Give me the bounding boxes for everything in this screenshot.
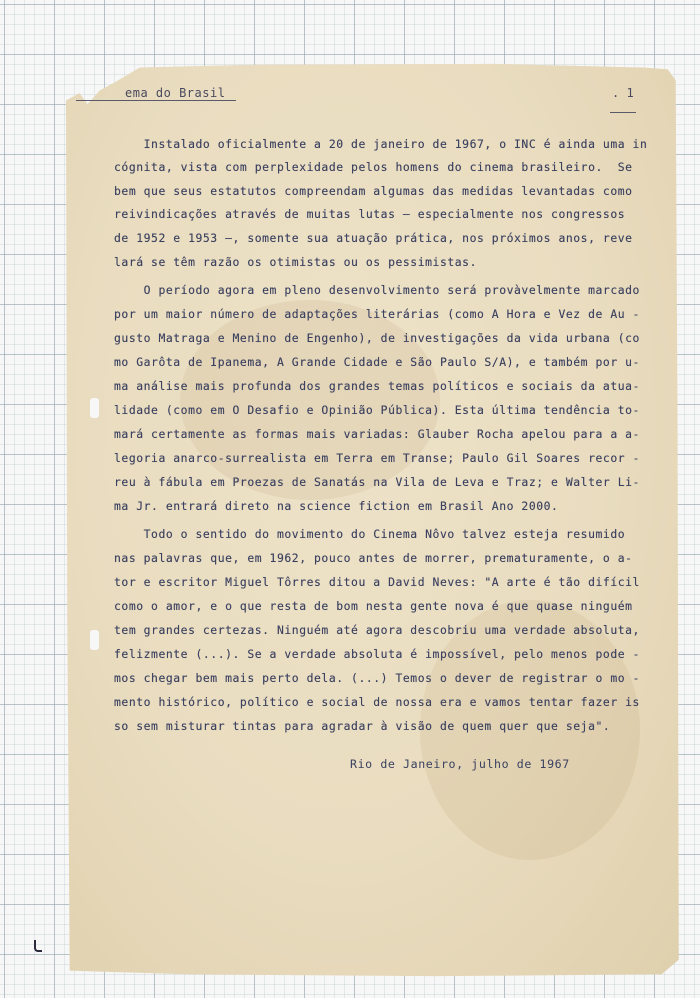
body-line: lará se têm razão os otimistas ou os pessimistas.	[114, 255, 477, 269]
page-number: . 1	[612, 86, 634, 100]
body-line: tor e escritor Miguel Tôrres ditou a David Neves: "A arte é tão difícil	[114, 575, 640, 589]
body-line: reu à fábula em Proezas de Sanatás na Vila de Leva e Traz; e Walter Li-	[114, 475, 640, 489]
body-line: mos chegar bem mais perto dela. (...) Temos o dever de registrar o mo -	[114, 671, 640, 685]
body-line: mará certamente as formas mais variadas: Glauber Rocha apelou para a a-	[114, 427, 640, 441]
body-line: nas palavras que, em 1962, pouco antes de morrer, prematuramente, o a-	[114, 551, 633, 565]
margin-mark	[34, 940, 42, 952]
body-line: de 1952 e 1953 —, somente sua atuação prática, nos próximos anos, reve	[114, 231, 633, 245]
punch-hole	[90, 630, 99, 650]
body-line: mo Garôta de Ipanema, A Grande Cidade e São Paulo S/A), e também por u-	[114, 355, 640, 369]
body-line: bem que seus estatutos compreendam algumas das medidas levantadas como	[114, 184, 633, 198]
body-line: mento histórico, político e social de nossa era e vamos tentar fazer is	[114, 695, 640, 709]
punch-hole	[90, 398, 99, 418]
body-line: felizmente (...). Se a verdade absoluta é impossível, pelo menos pode -	[114, 647, 640, 661]
body-line: gusto Matraga e Menino de Engenho), de investigações da vida urbana (co	[114, 331, 640, 345]
header-rule	[76, 100, 236, 101]
body-line: so sem misturar tintas para agradar à visão de quem quer que seja".	[114, 719, 611, 733]
page-number-rule	[610, 112, 636, 113]
body-line: lidade (como em O Desafio e Opinião Pública). Esta última tendência to-	[114, 403, 640, 417]
body-line: Instalado oficialmente a 20 de janeiro de 1967, o INC é ainda uma in	[114, 137, 648, 151]
body-line: O período agora em pleno desenvolvimento será provàvelmente marcado	[114, 283, 640, 297]
body-line: legoria anarco-surrealista em Terra em Transe; Paulo Gil Soares recor -	[114, 451, 640, 465]
body-line: Todo o sentido do movimento do Cinema Nôvo talvez esteja resumido	[114, 527, 626, 541]
body-line: ma Jr. entrará direto na science fiction em Brasil Ano 2000.	[114, 499, 559, 513]
body-line: ma análise mais profunda dos grandes temas políticos e sociais da atua-	[114, 379, 640, 393]
body-line: tem grandes certezas. Ninguém até agora descobriu uma verdade absoluta,	[114, 623, 640, 637]
body-line: como o amor, e o que resta de bom nesta gente nova é que quase ninguém	[114, 599, 633, 613]
running-header-title: ema do Brasil	[125, 86, 226, 100]
body-line: por um maior número de adaptações literárias (como A Hora e Vez de Au -	[114, 307, 640, 321]
paper-sheet	[66, 62, 680, 978]
body-line: reivindicações através de muitas lutas — especialmente nos congressos	[114, 207, 626, 221]
body-line: cógnita, vista com perplexidade pelos homens do cinema brasileiro. Se	[114, 160, 633, 174]
place-date-signoff: Rio de Janeiro, julho de 1967	[350, 757, 570, 771]
